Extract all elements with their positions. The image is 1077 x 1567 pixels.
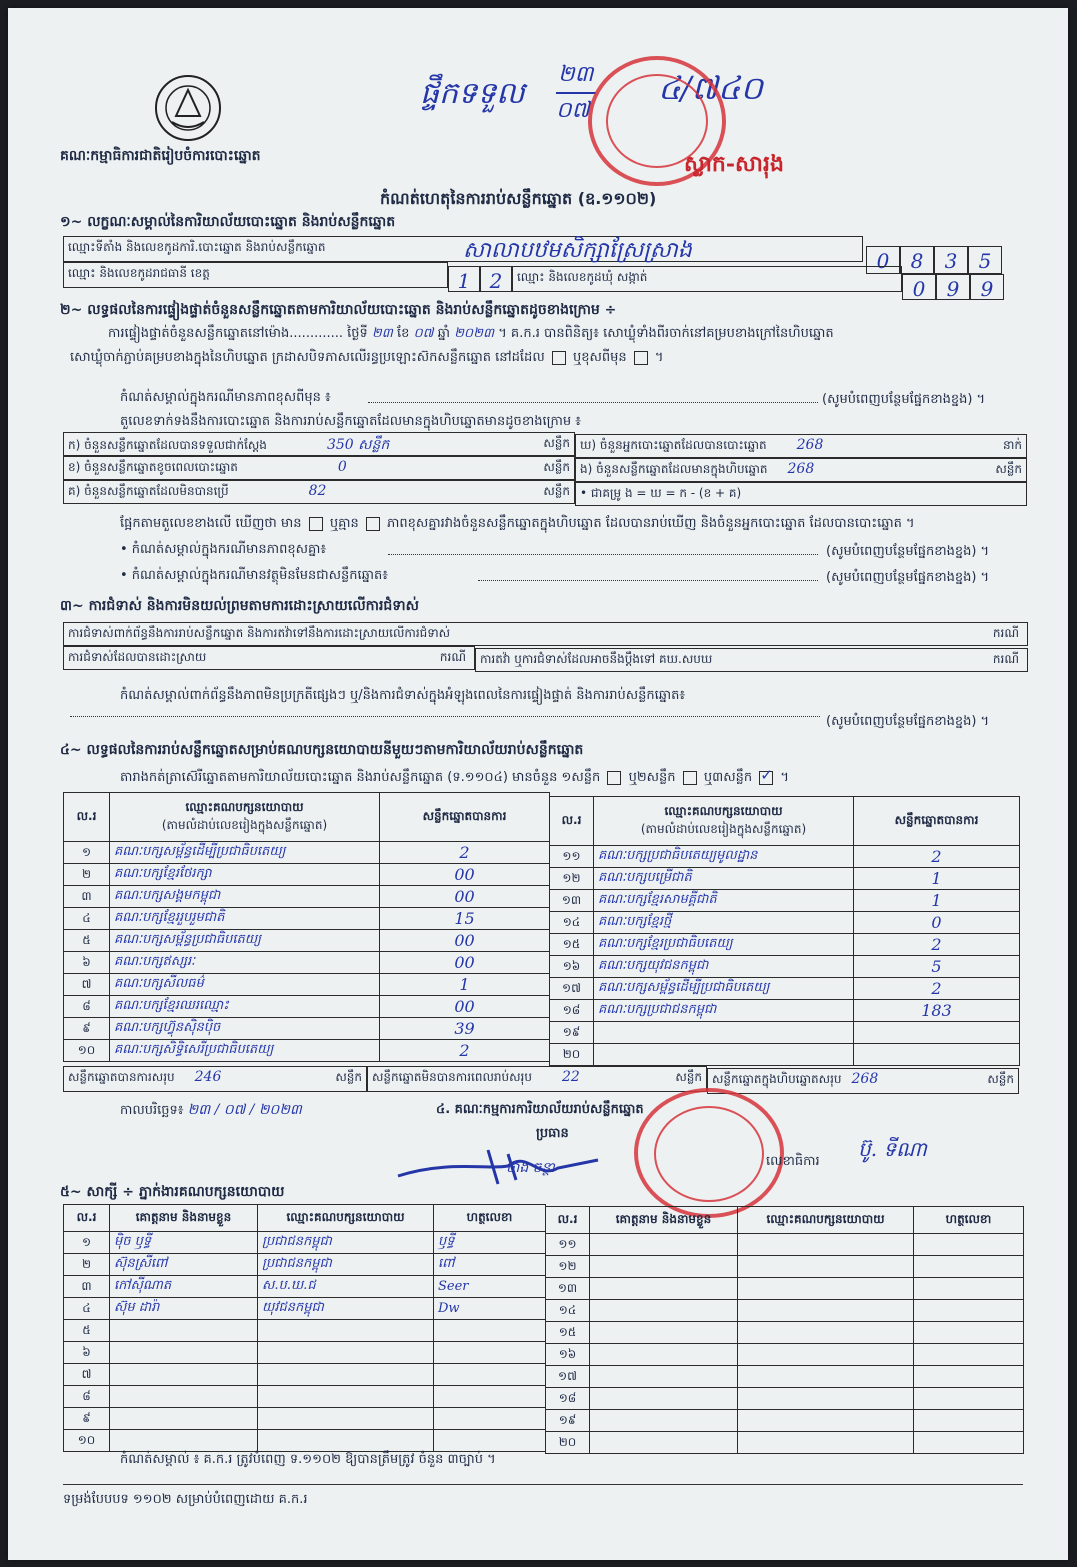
witness-col-no-right: ល.រ — [546, 1207, 590, 1234]
witness-row — [64, 1276, 546, 1298]
col-party: ឈ្មោះគណបក្សនយោបាយ (តាមលំដាប់លេខរៀងក្នុងសន្លឹកឆ្នោត) — [110, 793, 380, 842]
result-no: ២០ — [550, 1044, 594, 1066]
box-ballots-row: ង) ចំនួនសន្លឹកឆ្នោតដែលមានក្នុងហិបឆ្នោត 268 សន្លឹក — [575, 458, 1027, 482]
witness-party — [258, 1408, 434, 1430]
voters-row: ឃ) ចំនួនអ្នកបោះឆ្នោតដែលបានបោះឆ្នោត 268 នាក់ — [575, 434, 1027, 458]
witness-name — [110, 1364, 258, 1386]
result-party: គណៈបក្សហ៊្វុនស៊ិនប៉ិច — [110, 1018, 380, 1040]
witness-row — [64, 1298, 546, 1320]
total-invalid-value: 22 — [561, 1069, 580, 1085]
witness-no: ១ — [64, 1232, 110, 1254]
result-party: គណៈបក្សយុវជនកម្ពុជា — [594, 956, 854, 978]
verify-month: ០៧ — [413, 326, 434, 341]
witness-party: ប្រជាជនកម្ពុជា — [258, 1254, 434, 1276]
fill-back-note-3: (សូមបំពេញបន្ថែមផ្នែកខាងខ្នង) ។ — [826, 570, 990, 585]
bullet-difference: • កំណត់សម្គាល់ក្នុងករណីមានភាពខុសគ្នា៖ — [120, 542, 327, 557]
result-party: គណៈបក្សសង្គមកម្ពុជា — [110, 886, 380, 908]
result-party: គណៈបក្សសម្ព័ន្ធដើម្បីប្រជាធិបតេយ្យ — [110, 842, 380, 864]
witness-name — [590, 1432, 738, 1454]
three-sheet-checkbox[interactable] — [759, 771, 773, 785]
section3-heading: ៣~ ការជំទាស់ និងការមិនយល់ព្រមតាមការដោះស្រាយលើការជំទាស់ — [60, 598, 419, 614]
difference-note-line — [368, 402, 818, 403]
commune-label: ឈ្មោះ និងលេខកូដឃុំ សង្កាត់ — [512, 266, 902, 292]
witness-no: ៥ — [64, 1320, 110, 1342]
witness-row — [546, 1366, 1024, 1388]
witness-no: ២០ — [546, 1432, 590, 1454]
witness-no: ១៧ — [546, 1366, 590, 1388]
witness-col-name: គោត្តនាម និងនាមខ្លួន — [110, 1205, 258, 1232]
witness-col-sig-right: ហត្ថលេខា — [914, 1207, 1024, 1234]
form-title: កំណត់ហេតុនៃការរាប់សន្លឹកឆ្នោត (ឧ.១១០២) — [380, 189, 657, 208]
result-row — [550, 912, 1020, 934]
witness-party — [258, 1320, 434, 1342]
result-row — [550, 890, 1020, 912]
result-party: គណៈបក្សសម្ព័ន្ធដើម្បីប្រជាធិបតេយ្យ — [594, 978, 854, 1000]
witness-name — [590, 1410, 738, 1432]
witness-name — [590, 1344, 738, 1366]
result-no: ១៥ — [550, 934, 594, 956]
spoiled-ballots-row: ខ) ចំនួនសន្លឹកឆ្នោតខូចពេលបោះឆ្នោត 0 សន្លឹក — [63, 456, 575, 480]
received-ballots-value: 350 សន្លឹក — [326, 437, 390, 453]
witness-party — [738, 1388, 914, 1410]
form-footer: ទម្រង់បែបបទ ១១០២ សម្រាប់បំពេញដោយ គ.ក.រ — [63, 1492, 308, 1507]
one-sheet-checkbox[interactable] — [607, 771, 621, 785]
witness-col-sig: ហត្ថលេខា — [434, 1205, 546, 1232]
secretary-label: លេខាធិការ — [766, 1154, 820, 1169]
result-votes — [854, 1044, 1020, 1066]
footer-divider — [63, 1484, 1023, 1485]
witness-name — [590, 1388, 738, 1410]
witness-table-left — [63, 1204, 546, 1452]
two-sheet-checkbox[interactable] — [683, 771, 697, 785]
result-party: គណៈបក្សឥស្សរៈ — [110, 952, 380, 974]
result-no: ៣ — [64, 886, 110, 908]
col-no: ល.រ — [64, 793, 110, 842]
witness-party — [258, 1364, 434, 1386]
witness-signature — [914, 1234, 1024, 1256]
receipt-note: ផ្ទឹកទទួល — [420, 76, 525, 111]
witness-row — [546, 1300, 1024, 1322]
result-votes: 00 — [380, 930, 550, 952]
nec-emblem-icon — [148, 72, 228, 144]
result-no: ២ — [64, 864, 110, 886]
result-votes: 2 — [854, 934, 1020, 956]
result-votes: 2 — [854, 978, 1020, 1000]
witness-no: ២ — [64, 1254, 110, 1276]
witness-party — [738, 1432, 914, 1454]
result-votes: 1 — [380, 974, 550, 996]
result-row — [550, 868, 1020, 890]
section5-heading: ៥~ សាក្សី ÷ ភ្នាក់ងារគណបក្សនយោបាយ — [60, 1184, 285, 1200]
result-votes — [854, 1022, 1020, 1044]
witness-name — [590, 1366, 738, 1388]
irregularity-line — [70, 716, 820, 717]
office-code-2: 8 — [900, 246, 934, 274]
receipt-month: ០៧ — [556, 98, 590, 123]
spoiled-ballots-value: 0 — [337, 459, 347, 475]
received-ballots-row: ក) ចំនួនសន្លឹកឆ្នោតដែលបានទទួលជាក់ស្តែង 350 សន្លឹក សន្លឹក — [63, 432, 575, 456]
witness-signature — [914, 1388, 1024, 1410]
witness-signature — [914, 1410, 1024, 1432]
section4-heading: ៤~ លទ្ធផលនៃការរាប់សន្លឹកឆ្នោតសម្រាប់គណបក្សនយោបាយនីមួយៗតាមការិយាល័យរាប់សន្លឹកឆ្នោត — [60, 742, 584, 758]
witness-row — [546, 1234, 1024, 1256]
bullet-foreign-object: • កំណត់សម្គាល់ក្នុងករណីមានវត្ថុមិនមែនជាសន្លឹកឆ្នោត៖ — [120, 568, 388, 583]
witness-signature — [914, 1432, 1024, 1454]
box-ballots-value: 268 — [787, 461, 815, 477]
fill-back-note-1: (សូមបំពេញបន្ថែមផ្នែកខាងខ្នង) ។ — [822, 392, 986, 407]
result-no: ៧ — [64, 974, 110, 996]
witness-party — [738, 1410, 914, 1432]
result-row — [550, 978, 1020, 1000]
fill-back-note-2: (សូមបំពេញបន្ថែមផ្នែកខាងខ្នង) ។ — [826, 544, 990, 559]
commune-code-1: 0 — [902, 274, 936, 300]
witness-signature — [914, 1278, 1024, 1300]
witness-name — [110, 1408, 258, 1430]
witness-party — [738, 1234, 914, 1256]
witness-signature: Dw — [434, 1298, 546, 1320]
result-row — [64, 996, 550, 1018]
total-valid-value: 246 — [194, 1069, 222, 1085]
result-no: ១៦ — [550, 956, 594, 978]
witness-party: ប្រជាជនកម្ពុជា — [258, 1232, 434, 1254]
witness-signature — [914, 1256, 1024, 1278]
witness-signature: ពៅ — [434, 1254, 546, 1276]
unused-ballots-row: គ) ចំនួនសន្លឹកឆ្នោតដែលមិនបានប្រើ 82 សន្លឹក — [63, 480, 575, 504]
commune-code-2: 9 — [936, 274, 970, 300]
result-row — [550, 1044, 1020, 1066]
unused-ballots-value: 82 — [308, 483, 327, 499]
result-votes: 2 — [380, 842, 550, 864]
result-party: គណៈបក្សសិទ្ធិសេរីប្រជាធិបតេយ្យ — [110, 1040, 380, 1062]
witness-signature: ឫទ្ធី — [434, 1232, 546, 1254]
witness-no: ១៣ — [546, 1278, 590, 1300]
result-no: ១៤ — [550, 912, 594, 934]
office-code-4: 5 — [968, 246, 1002, 274]
result-no: ១៨ — [550, 1000, 594, 1022]
commune-code-3: 9 — [970, 274, 1004, 300]
result-votes: 0 — [854, 912, 1020, 934]
col-votes-right: សន្លឹកឆ្នោតបានការ — [854, 797, 1020, 846]
result-row — [550, 846, 1020, 868]
witness-row — [64, 1430, 546, 1452]
witness-row — [546, 1432, 1024, 1454]
president-name: ចាង ចន្ថា — [506, 1160, 555, 1176]
witness-no: ៧ — [64, 1364, 110, 1386]
result-votes: 1 — [854, 868, 1020, 890]
witness-no: ១៥ — [546, 1322, 590, 1344]
result-no: ៦ — [64, 952, 110, 974]
result-no: ១៧ — [550, 978, 594, 1000]
result-row — [550, 956, 1020, 978]
result-no: ១០ — [64, 1040, 110, 1062]
witness-row — [546, 1388, 1024, 1410]
receipt-day: ២៣ — [558, 62, 594, 87]
committee-label: ៤. គណៈកម្មការការិយាល័យរាប់សន្លឹកឆ្នោត — [436, 1102, 644, 1117]
voters-value: 268 — [796, 437, 824, 453]
result-votes: 00 — [380, 996, 550, 1018]
result-votes: 1 — [854, 890, 1020, 912]
result-row — [64, 886, 550, 908]
results-table-right — [549, 796, 1020, 1066]
witness-name — [590, 1234, 738, 1256]
witness-party — [738, 1256, 914, 1278]
witness-row — [64, 1342, 546, 1364]
result-party — [594, 1044, 854, 1066]
office-code-3: 3 — [934, 246, 968, 274]
verify-year: ២០២៣ — [454, 326, 495, 341]
result-votes: 00 — [380, 952, 550, 974]
result-party: គណៈបក្សខ្មែរថែរក្សា — [110, 864, 380, 886]
witness-party — [258, 1386, 434, 1408]
president-label: ប្រធាន — [536, 1126, 569, 1141]
result-votes: 00 — [380, 864, 550, 886]
section5-note: កំណត់សម្គាល់ ៖ គ.ក.រ ត្រូវបំពេញ ទ.១១០២ ឱ្យបានត្រឹមត្រូវ ចំនួន ៣ច្បាប់ ។ — [120, 1452, 496, 1467]
witness-no: ៨ — [64, 1386, 110, 1408]
witness-signature — [914, 1300, 1024, 1322]
witness-no: ៣ — [64, 1276, 110, 1298]
witness-col-no: ល.រ — [64, 1205, 110, 1232]
col-votes: សន្លឹកឆ្នោតបានការ — [380, 793, 550, 842]
org-name: គណៈកម្មាធិការជាតិរៀបចំការបោះឆ្នោត — [60, 148, 261, 164]
total-invalid-row: សន្លឹកឆ្នោតមិនបានការពេលរាប់សរុប 22 សន្លឹក — [367, 1066, 707, 1092]
result-row — [64, 974, 550, 996]
witness-party — [738, 1300, 914, 1322]
total-valid-row: សន្លឹកឆ្នោតបានការសរុប 246 សន្លឹក — [63, 1066, 367, 1092]
result-row — [550, 1000, 1020, 1022]
witness-signature: Seer — [434, 1276, 546, 1298]
objection-row: ការជំទាស់ពាក់ព័ន្ធនឹងការរាប់សន្លឹកឆ្នោត និងការតវ៉ាទៅនឹងការដោះស្រាយលើការជំទាស់ ករណី — [63, 622, 1028, 646]
receipt-number: ៤/៧៤០ — [658, 69, 763, 107]
witness-name: ស៊ុម ដារ៉ា — [110, 1298, 258, 1320]
bullet-difference-line — [388, 554, 818, 555]
witness-signature — [914, 1366, 1024, 1388]
witness-name: ម៉ិច ឫទ្ធី — [110, 1232, 258, 1254]
witness-name — [590, 1322, 738, 1344]
result-row — [64, 864, 550, 886]
result-party: គណៈបក្សខ្មែរសាមគ្គីជាតិ — [594, 890, 854, 912]
witness-no: ១៦ — [546, 1344, 590, 1366]
witness-no: ១១ — [546, 1234, 590, 1256]
result-party: គណៈបក្សខ្មែររួបរួមជាតិ — [110, 908, 380, 930]
witness-col-party-right: ឈ្មោះគណបក្សនយោបាយ — [738, 1207, 914, 1234]
witness-no: ៦ — [64, 1342, 110, 1364]
witness-row — [64, 1364, 546, 1386]
witness-row — [64, 1232, 546, 1254]
witness-no: ៤ — [64, 1298, 110, 1320]
witness-signature — [914, 1322, 1024, 1344]
witness-name — [590, 1278, 738, 1300]
result-votes: 39 — [380, 1018, 550, 1040]
result-no: ៨ — [64, 996, 110, 1018]
result-no: ១ — [64, 842, 110, 864]
results-table-left — [63, 792, 550, 1062]
result-row — [64, 930, 550, 952]
president-signature-icon — [388, 1140, 608, 1190]
result-row — [64, 1040, 550, 1062]
result-party: គណៈបក្សខ្មែរឈរឈ្មោះ — [110, 996, 380, 1018]
witness-no: ៩ — [64, 1408, 110, 1430]
witness-signature — [434, 1430, 546, 1452]
date-value: ២៣ / ០៧ / ២០២៣ — [187, 1102, 302, 1118]
verify-line-1: ការផ្ទៀងផ្ទាត់ចំនួនសន្លឹកឆ្នោតនៅម៉ោង............. ថ្ងៃទី ២៣ ខែ ០៧ ឆ្នាំ ២០២៣ ។ គ.ក.រ បានពិនិត្យ៖ សោឃ្លុំទាំងពីរចាក់នៅគម្របខាងក្រៅនៃហិបឆ្នោត — [108, 326, 834, 341]
witness-signature — [434, 1386, 546, 1408]
witness-row — [546, 1410, 1024, 1432]
compare-line: ផ្អែកតាមតួលេខខាងលើ ឃើញថា មាន ឬគ្មាន ភាពខុសគ្នារវាងចំនួនសន្លឹកឆ្នោតក្នុងហិបឆ្នោត ដែលបានរាប់ឃើញ និងចំនួនអ្នកបោះឆ្នោត ដែលបានបោះឆ្នោត ។ — [120, 516, 915, 531]
witness-row — [64, 1254, 546, 1276]
result-votes: 5 — [854, 956, 1020, 978]
result-no: ១៣ — [550, 890, 594, 912]
result-party: គណៈបក្សបម្រើជាតិ — [594, 868, 854, 890]
resolved-objection-row: ការជំទាស់ដែលបានដោះស្រាយ ករណី — [63, 646, 475, 670]
receipt-divider — [556, 92, 596, 94]
witness-party — [258, 1430, 434, 1452]
secretary-signature: ប៊ូ. ទីណា — [858, 1137, 927, 1161]
witness-no: ១៩ — [546, 1410, 590, 1432]
witness-no: ១០ — [64, 1430, 110, 1452]
col-party-right: ឈ្មោះគណបក្សនយោបាយ (តាមលំដាប់លេខរៀងក្នុងសន្លឹកឆ្នោត) — [594, 797, 854, 846]
result-row — [64, 952, 550, 974]
appeal-row: ការតវ៉ា ឬការជំទាស់ដែលអាចនឹងប្តឹងទៅ គឃ.សបឃ ករណី — [475, 648, 1028, 672]
result-row — [64, 908, 550, 930]
witness-name — [110, 1320, 258, 1342]
province-label: ឈ្មោះ និងលេខកូដរាជធានី ខេត្ត — [63, 262, 448, 288]
result-votes: 2 — [380, 1040, 550, 1062]
form-document — [8, 8, 1068, 1560]
witness-party: យុវជនកម្ពុជា — [258, 1298, 434, 1320]
col-no-right: ល.រ — [550, 797, 594, 846]
committee-stamp — [634, 1088, 784, 1218]
verify-day: ២៣ — [371, 326, 393, 341]
result-party: គណៈបក្សសម្ព័ន្ធប្រជាធិបតេយ្យ — [110, 930, 380, 952]
witness-name — [110, 1342, 258, 1364]
result-no: ៥ — [64, 930, 110, 952]
witness-party — [258, 1342, 434, 1364]
witness-signature — [434, 1408, 546, 1430]
witness-name — [110, 1430, 258, 1452]
result-party — [594, 1022, 854, 1044]
result-votes: 00 — [380, 886, 550, 908]
result-votes: 183 — [854, 1000, 1020, 1022]
office-value: សាលាបឋមសិក្សាស្រែស្រាង — [463, 238, 692, 263]
result-votes: 15 — [380, 908, 550, 930]
different-checkbox[interactable] — [634, 351, 648, 365]
witness-name: កៅស៊ីណាត — [110, 1276, 258, 1298]
result-no: ១២ — [550, 868, 594, 890]
result-row — [64, 842, 550, 864]
difference-note: កំណត់សម្គាល់ក្នុងករណីមានភាពខុសពីមុន ៖ — [120, 390, 331, 405]
tally-sheet-line: តារាងកត់ត្រាស៊េរីឆ្នោតតាមការិយាល័យបោះឆ្នោត និងរាប់សន្លឹកឆ្នោត (ទ.១១០៤) មានចំនួន ១សន្លឹក ឬ២សន្លឹក ឬ៣សន្លឹក ✓ ។ — [120, 770, 789, 786]
witness-party — [738, 1366, 914, 1388]
witness-signature — [434, 1320, 546, 1342]
witness-row — [546, 1278, 1024, 1300]
witness-signature — [434, 1342, 546, 1364]
total-box-row: សន្លឹកឆ្នោតក្នុងហិបឆ្នោតសរុប 268 សន្លឹក — [707, 1068, 1019, 1094]
section1-heading: ១~ លក្ខណៈសម្គាល់នៃការិយាល័យបោះឆ្នោត និងរាប់សន្លឹកឆ្នោត — [60, 214, 396, 230]
witness-party: ស.ប.ឃ.ជ — [258, 1276, 434, 1298]
witness-no: ១២ — [546, 1256, 590, 1278]
province-code-2: 2 — [480, 266, 512, 292]
witness-no: ១៨ — [546, 1388, 590, 1410]
result-row — [550, 1022, 1020, 1044]
result-no: ១៩ — [550, 1022, 594, 1044]
witness-name — [590, 1256, 738, 1278]
witness-party — [738, 1344, 914, 1366]
date-line: កាលបរិច្ឆេទ៖ ២៣ / ០៧ / ២០២៣ — [120, 1102, 302, 1118]
witness-signature — [914, 1344, 1024, 1366]
witness-table-right — [545, 1206, 1024, 1454]
witness-row — [546, 1256, 1024, 1278]
bullet-foreign-line — [478, 580, 818, 581]
witness-signature — [434, 1364, 546, 1386]
verify-line-2: សោឃ្លុំចាក់ភ្ជាប់គម្របខាងក្នុងនៃហិបឆ្នោត ក្រដាសបិទភាសលើរន្ធប្រឡោះស៊កសន្លឹកឆ្នោត នៅដដែល ឬខុសពីមុន ។ — [70, 350, 664, 365]
irregularity-note: កំណត់សម្គាល់ពាក់ព័ន្ធនឹងភាពមិនប្រក្រតីផ្សេងៗ ឬ/និងការជំទាស់ក្នុងអំឡុងពេលនៃការផ្ទៀងផ្ទាត់ និងការរាប់សន្លឹកឆ្នោត៖ — [120, 688, 686, 703]
result-no: ៤ — [64, 908, 110, 930]
result-row — [550, 934, 1020, 956]
office-label: ឈ្មោះទីតាំង និងលេខកូដការិ.បោះឆ្នោត និងរាប់សន្លឹកឆ្នោត — [63, 236, 863, 262]
witness-row — [546, 1344, 1024, 1366]
witness-col-name-right: គោត្តនាម និងនាមខ្លួន — [590, 1207, 738, 1234]
result-no: ១១ — [550, 846, 594, 868]
witness-party — [738, 1322, 914, 1344]
province-code-1: 1 — [448, 266, 480, 292]
total-box-value: 268 — [851, 1071, 879, 1087]
fill-back-note-4: (សូមបំពេញបន្ថែមផ្នែកខាងខ្នង) ។ — [826, 714, 990, 729]
result-votes: 2 — [854, 846, 1020, 868]
result-no: ៩ — [64, 1018, 110, 1040]
formula-row: • ជាគម្រូ ង = ឃ = ក - (ខ + គ) — [575, 482, 1027, 506]
witness-row — [64, 1320, 546, 1342]
witness-row — [546, 1322, 1024, 1344]
office-code-1: 0 — [866, 246, 900, 274]
has-difference-checkbox[interactable] — [309, 517, 323, 531]
result-party: គណៈបក្សប្រជាជនកម្ពុជា — [594, 1000, 854, 1022]
witness-col-party: ឈ្មោះគណបក្សនយោបាយ — [258, 1205, 434, 1232]
witness-name — [110, 1386, 258, 1408]
result-party: គណៈបក្សខ្មែរថ្មី — [594, 912, 854, 934]
result-party: គណៈបក្សប្រជាធិបតេយ្យមូលដ្ឋាន — [594, 846, 854, 868]
result-row — [64, 1018, 550, 1040]
stamp-label: ស្លាក-សារុង — [684, 151, 784, 177]
witness-party — [738, 1278, 914, 1300]
witness-name — [590, 1300, 738, 1322]
section2-heading: ២~ លទ្ធផលនៃការផ្ទៀងផ្ទាត់ចំនួនសន្លឹកឆ្នោតតាមការិយាល័យបោះឆ្នោត និងរាប់សន្លឹកឆ្នោតដូចខាងក្រោម ÷ — [60, 302, 617, 318]
witness-row — [64, 1408, 546, 1430]
figures-intro: តួលេខទាក់ទងនឹងការបោះឆ្នោត និងការរាប់សន្លឹកឆ្នោតដែលមានក្នុងហិបឆ្នោតមានដូចខាងក្រោម ៖ — [120, 414, 581, 429]
same-checkbox[interactable] — [552, 351, 566, 365]
witness-no: ១៤ — [546, 1300, 590, 1322]
no-difference-checkbox[interactable] — [366, 517, 380, 531]
result-party: គណៈបក្សសីលធម៌ — [110, 974, 380, 996]
witness-name: ស៊ុនស្រីពៅ — [110, 1254, 258, 1276]
result-party: គណៈបក្សខ្មែរប្រជាធិបតេយ្យ — [594, 934, 854, 956]
witness-row — [64, 1386, 546, 1408]
